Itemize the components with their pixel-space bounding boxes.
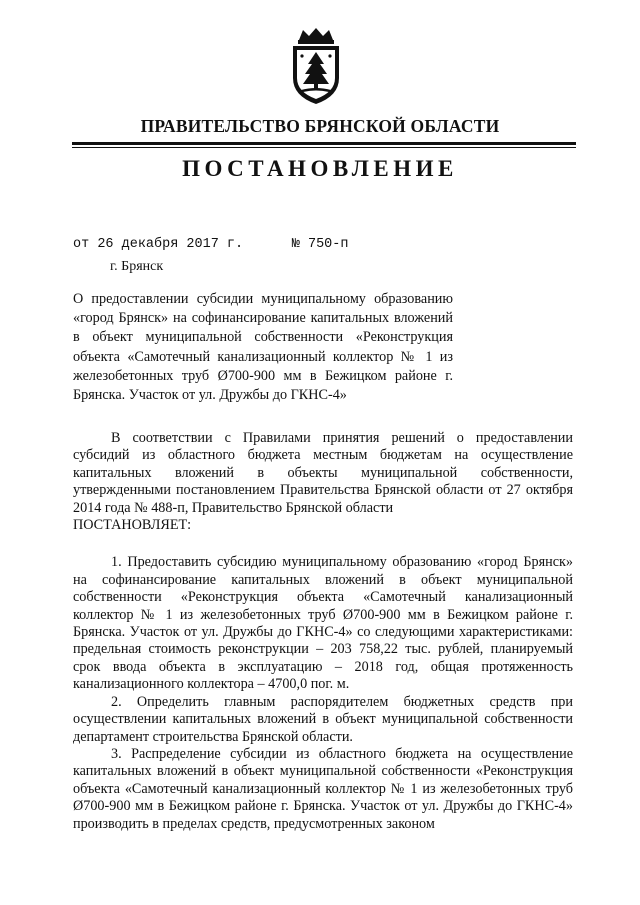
clause-1: 1. Предоставить субсидию муниципальному образованию «город Брянск» на софинансирование капитальных вложений в объект муниципальной собственности «Реконструкция объекта «Самотечный канализационный коллектор № 1 из железобетонных труб Ø700-900 мм в Бежицком районе г. Брянска. Участок от ул. Дружбы до ГКНС-4» со следующими характеристиками: предельная стоимость реконструкции – 203 758,22 тыс. рублей, планируемый срок ввода объекта в эксплуатацию – 2018 год, общая протяженность канализационного коллектора – 4700,0 пог. м.: [73, 554, 573, 693]
document-number: 750-п: [307, 237, 349, 252]
document-subject: О предоставлении субсидии муниципальному образованию «город Брянск» на софинансирование капитальных вложений в объект муниципальной собственности «Реконструкция объекта «Самотечный канализационный коллектор № 1 из железобетонных труб Ø700-900 мм в Бежицком районе г. Брянска. Участок от ул. Дружбы до ГКНС-4»: [73, 291, 453, 404]
organization-title: ПРАВИТЕЛЬСТВО БРЯНСКОЙ ОБЛАСТИ: [140, 116, 500, 136]
document-date: 26 декабря 2017 г.: [97, 237, 244, 252]
clause-2: 2. Определить главным распорядителем бюджетных средств при осуществлении капитальных вложений в объект муниципальной собственности департамент строительства Брянской области.: [73, 693, 573, 745]
decree-word: ПОСТАНОВЛЯЕТ:: [73, 517, 192, 534]
coat-of-arms-icon: [285, 28, 347, 106]
document-city: г. Брянск: [110, 259, 164, 274]
clause-3: 3. Распределение субсидии из областного бюджета на осуществление капитальных вложений в объект муниципальной собственности «Реконструкция объекта «Самотечный канализационный коллектор № 1 из железобетонных труб Ø700-900 мм в Бежицком районе г. Брянска. Участок от ул. Дружбы до ГКНС-4» производить в пределах средств, предусмотренных законом: [73, 745, 573, 832]
preamble-paragraph: В соответствии с Правилами принятия решений о предоставлении субсидий из областного бюджета местным бюджетам на осуществление капитальных вложений в объекты муниципальной собственности, утвержденными постановлением Правительства Брянской области от 27 октября 2014 года № 488-п, Правительство Брянской области: [73, 430, 573, 516]
date-number-line: [73, 237, 348, 252]
number-prefix: №: [291, 237, 300, 252]
date-prefix: от: [73, 237, 90, 252]
header-rule-thin: [72, 147, 576, 148]
header-rule-thick: [72, 142, 576, 145]
document-type-title: ПОСТАНОВЛЕНИЕ: [182, 156, 458, 181]
document-body: [73, 430, 573, 833]
